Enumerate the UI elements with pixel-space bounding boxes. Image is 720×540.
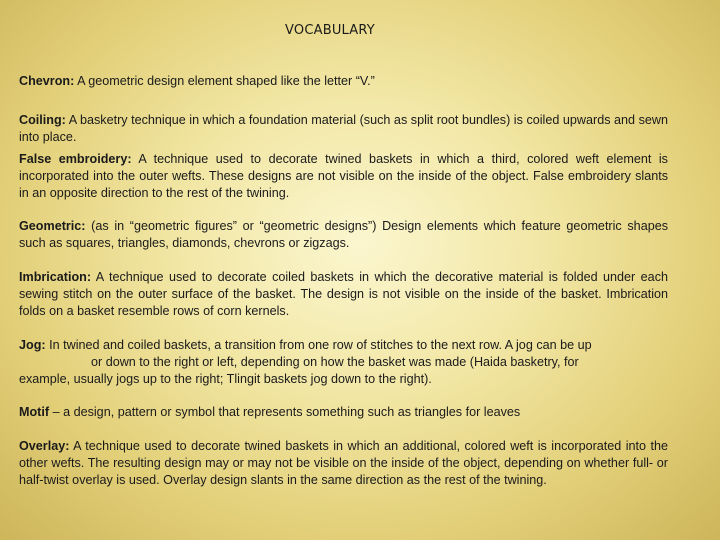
term-geometric: Geometric:: [19, 219, 86, 233]
entry-geometric: [19, 218, 668, 252]
entry-false-embroidery: [19, 151, 668, 201]
entry-imbrication: [19, 269, 668, 319]
term-coiling: Coiling:: [19, 113, 66, 127]
term-false-embroidery: False embroidery:: [19, 152, 132, 166]
definition-motif: – a design, pattern or symbol that represents something such as triangles for leaves: [49, 405, 521, 419]
definition-false-embroidery: A technique used to decorate twined baskets in which a third, colored weft element is incorporated into the outer wefts. These designs are not visible on the inside of the object. False embroidery slants in an opposite direction to the rest of the twining.: [19, 152, 668, 200]
term-motif: Motif: [19, 405, 50, 419]
definition-jog-part-3: example, usually jogs up to the right; Tlingit baskets jog down to the right).: [19, 371, 432, 386]
entry-motif: [19, 404, 668, 421]
definition-jog-part-1: In twined and coiled baskets, a transition from one row of stitches to the next row. A jog can be up: [45, 338, 592, 352]
term-imbrication: Imbrication:: [19, 270, 92, 284]
page-title: VOCABULARY: [285, 23, 375, 38]
definition-chevron: A geometric design element shaped like the letter “V.”: [74, 74, 375, 88]
definition-imbrication: A technique used to decorate coiled baskets in which the decorative material is folded under each sewing stitch on the outer surface of the basket. The design is not visible on the inside of the basket. Imbrication folds on a basket resemble rows of corn kernels.: [19, 270, 668, 318]
definition-overlay: A technique used to decorate twined baskets in which an additional, colored weft is incorporated into the other wefts. The resulting design may or may not be visible on the inside of the object, depending on whether full- or half-twist overlay is used. Overlay design slants in the same direction as the rest of the twining.: [19, 439, 668, 487]
entry-overlay: [19, 438, 668, 488]
term-jog: Jog:: [19, 338, 46, 352]
entry-jog: [19, 337, 668, 387]
definition-jog-part-2: or down to the right or left, depending on how the basket was made (Haida basketry, for: [91, 354, 579, 369]
entry-chevron: [19, 73, 668, 90]
term-overlay: Overlay:: [19, 439, 70, 453]
entry-coiling: [19, 112, 668, 146]
definition-coiling: A basketry technique in which a foundation material (such as split root bundles) is coiled upwards and sewn into place.: [19, 113, 668, 144]
jog-line-1: [19, 337, 668, 354]
term-chevron: Chevron:: [19, 74, 75, 88]
definition-geometric: (as in “geometric figures” or “geometric designs”) Design elements which feature geometric shapes such as squares, triangles, diamonds, chevrons or zigzags.: [19, 219, 668, 250]
